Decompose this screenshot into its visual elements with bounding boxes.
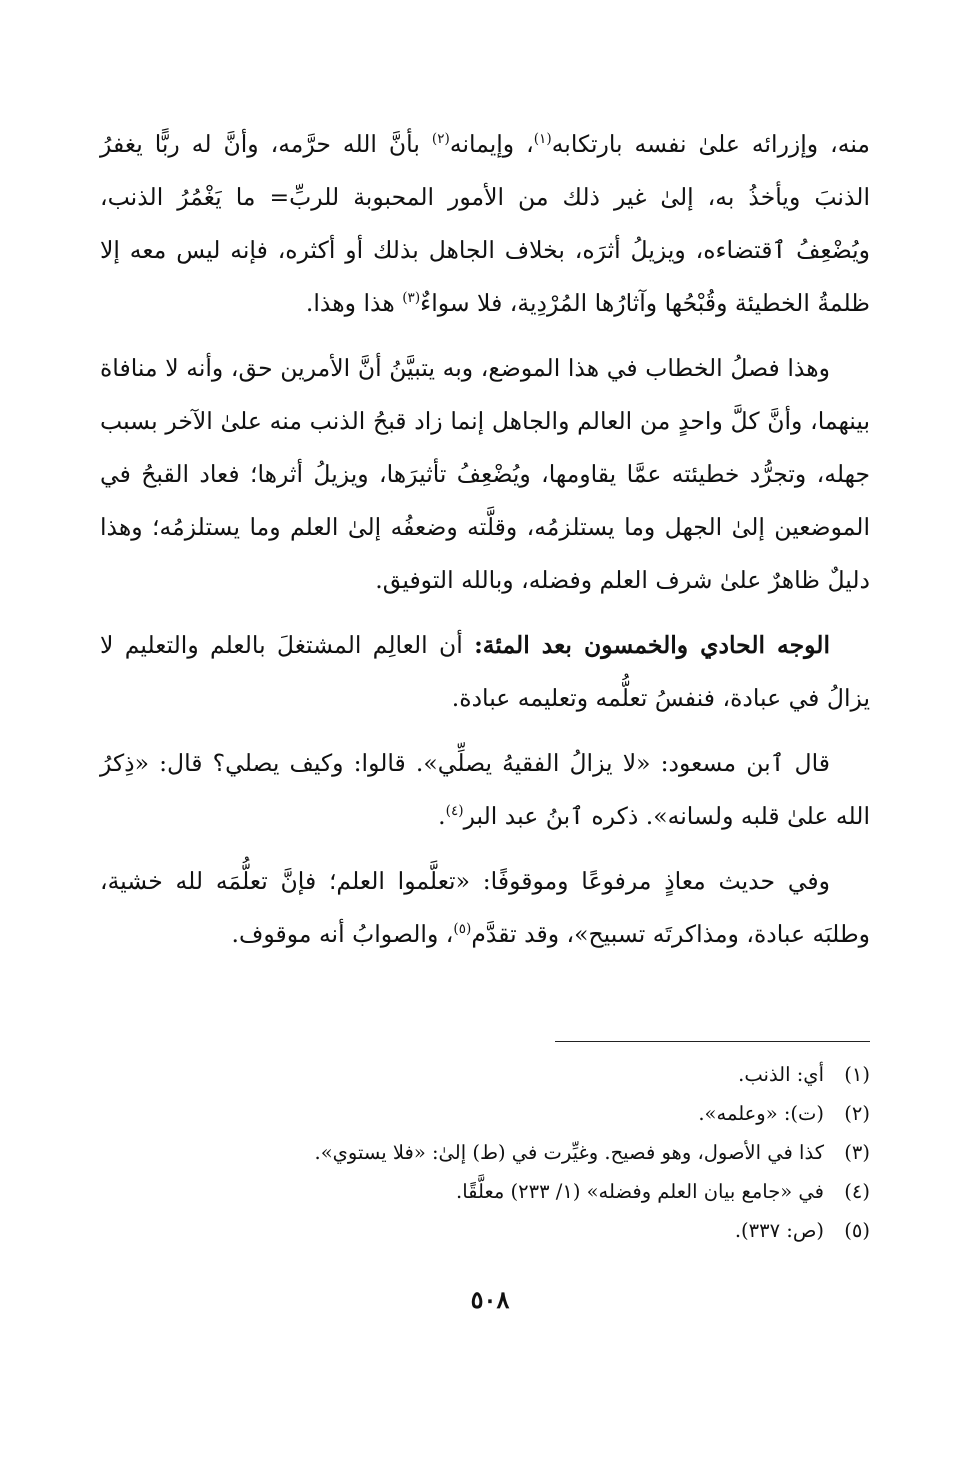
page-number: ٥٠٨ [470,1285,510,1314]
footnotes [120,1055,870,1250]
footnote-text: أي: الذنب. [738,1063,824,1086]
text-run: . [438,802,446,830]
paragraph [100,118,870,330]
paragraph [100,855,870,961]
text-run: وهذا فصلُ الخطاب في هذا الموضع، وبه يتبيَّنُ أنَّ الأمرين حق، وأنه لا منافاة بينهما، وأنَّ كلَّ واحدٍ من العالم والجاهل إنما زاد قبحُ الذنب منه علىٰ الآخر بسبب جهله، وتجرُّد خطيئته عمَّا يقاومها، ويُضْعِفُ تأثيرَها، ويزيلُ أثرها؛ فعاد القبحُ في الموضعين إلىٰ الجهل وما يستلزمُه، وقلَّته وضعفُه إلىٰ العلم وما يستلزمُه؛ وهذا دليلٌ ظاهرٌ علىٰ شرف العلم وفضله، وبالله التوفيق. [100,354,870,594]
footnote [120,1094,870,1133]
text-run: ، والصوابُ أنه موقوف. [231,920,454,948]
footnote-number: (٢) [844,1102,870,1125]
footnote-text: في «جامع بيان العلم وفضله» (١/ ٢٣٣) معلَّقًا. [456,1180,824,1203]
footnote [120,1172,870,1211]
paragraph-section-heading [100,619,870,725]
footnote-ref: (٢) [431,131,450,148]
paragraph [100,737,870,843]
footnote-ref: (٥) [453,921,472,938]
footnote-text: (ت): «وعلمه». [698,1102,824,1125]
footnote-text: كذا في الأصول، وهو فصيح. وغيِّرت في (ط) إلىٰ: «فلا يستوي». [314,1141,824,1164]
section-heading: الوجه الحادي والخمسون بعد المئة: [474,631,830,659]
footnote [120,1211,870,1250]
text-run: أن العالِم المشتغلَ بالعلم والتعليم لا يزالُ في عبادة، فنفسُ تعلُّمه وتعليمه عبادة. [100,631,870,712]
footnote-number: (٥) [844,1219,870,1242]
text-run: هذا وهذا. [305,289,403,317]
text-run: وفي حديث معاذٍ مرفوعًا وموقوفًا: «تعلَّموا العلم؛ فإنَّ تعلُّمَه لله خشية، وطلبَه عبادة، ومذاكرتَه تسبيح»، وقد تقدَّم [100,867,870,948]
footnote-number: (٤) [844,1180,870,1203]
footnote-ref: (٣) [402,290,421,307]
main-text [100,118,870,973]
footnote [120,1055,870,1094]
footnote-ref: (١) [533,131,552,148]
footnote-ref: (٤) [445,803,464,820]
text-run: منه، وإزرائه علىٰ نفسه بارتكابه [551,130,870,158]
text-run: قال ٱبن مسعود: «لا يزالُ الفقيهُ يصلِّي». قالوا: وكيف يصلي؟ قال: «ذِكرُ الله علىٰ قلبه ولسانه». ذكره ٱبنُ عبد البر [100,749,870,830]
paragraph [100,342,870,607]
footnote-text: (ص: ٣٣٧). [734,1219,824,1242]
footnote-number: (٣) [844,1141,870,1164]
footnote-number: (١) [844,1063,870,1086]
footnote-separator [555,1041,870,1042]
footnote [120,1133,870,1172]
text-run: بأنَّ الله حرَّمه، وأنَّ له ربًّا يغفرُ الذنبَ ويأخذُ به، إلىٰ غير ذلك من الأمور المحبوبة للربِّ= ما يَغْمُرُ الذنب، ويُضْعِفُ ٱقتضاءه، ويزيلُ أثرَه، بخلاف الجاهل بذلك أو أكثره، فإنه ليس معه إلا ظلمةُ الخطيئة وقُبْحُها وآثارُها المُرْدِية، فلا سواءٌ [100,130,870,317]
text-run: ، وإيمانه [449,130,534,158]
